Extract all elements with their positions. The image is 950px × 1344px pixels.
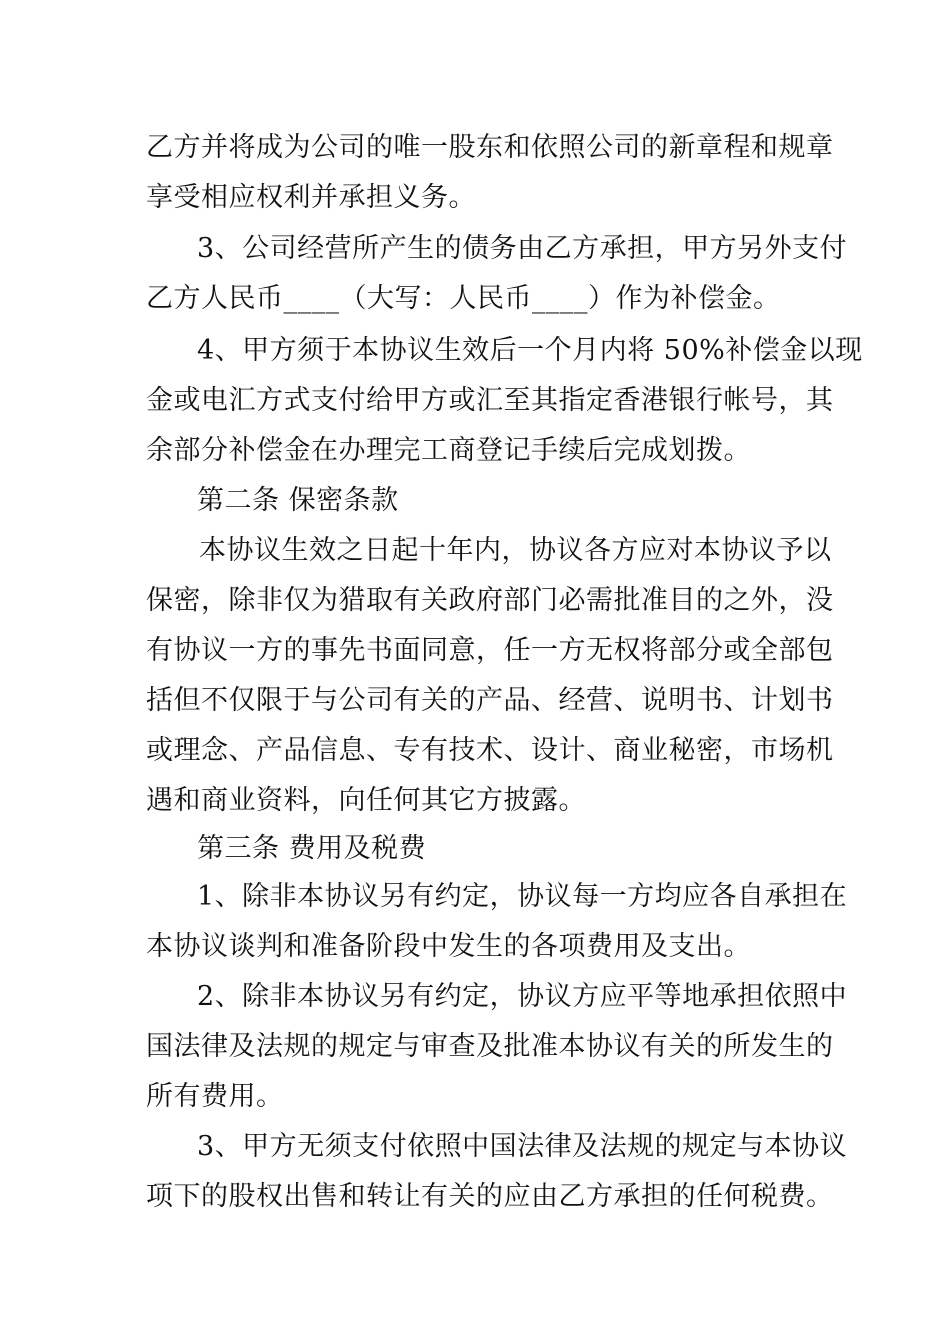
text-line: 本协议生效之日起十年内，协议各方应对本协议予以 [199,535,832,566]
text-line: 乙方人民币____（大写：人民币____）作为补偿金。 [146,283,781,314]
section-heading: 第二条 保密条款 [197,485,399,516]
text-line: 乙方并将成为公司的唯一股东和依照公司的新章程和规章 [146,132,834,163]
text-line: 2、除非本协议另有约定，协议方应平等地承担依照中 [197,981,848,1012]
text-line: 括但不仅限于与公司有关的产品、经营、说明书、计划书 [146,685,834,716]
text-line: 所有费用。 [146,1081,284,1112]
text-line: 享受相应权利并承担义务。 [146,182,476,213]
section-heading: 第三条 费用及税费 [197,833,427,864]
text-line: 有协议一方的事先书面同意，任一方无权将部分或全部包 [146,635,834,666]
text-line: 余部分补偿金在办理完工商登记手续后完成划拨。 [146,435,751,466]
text-line: 本协议谈判和准备阶段中发生的各项费用及支出。 [146,931,751,962]
text-line: 国法律及法规的规定与审查及批准本协议有关的所发生的 [146,1031,834,1062]
text-line: 3、公司经营所产生的债务由乙方承担，甲方另外支付 [197,233,848,264]
text-line: 或理念、产品信息、专有技术、设计、商业秘密，市场机 [146,735,834,766]
text-line: 遇和商业资料，向任何其它方披露。 [146,785,586,816]
text-line: 金或电汇方式支付给甲方或汇至其指定香港银行帐号，其 [146,385,834,416]
text-line: 1、除非本协议另有约定，协议每一方均应各自承担在 [197,881,848,912]
text-line: 项下的股权出售和转让有关的应由乙方承担的任何税费。 [146,1181,834,1212]
text-line: 4、甲方须于本协议生效后一个月内将 50%补偿金以现 [197,335,863,366]
text-line: 保密，除非仅为猎取有关政府部门必需批准目的之外，没 [146,585,834,616]
text-line: 3、甲方无须支付依照中国法律及法规的规定与本协议 [197,1131,848,1162]
